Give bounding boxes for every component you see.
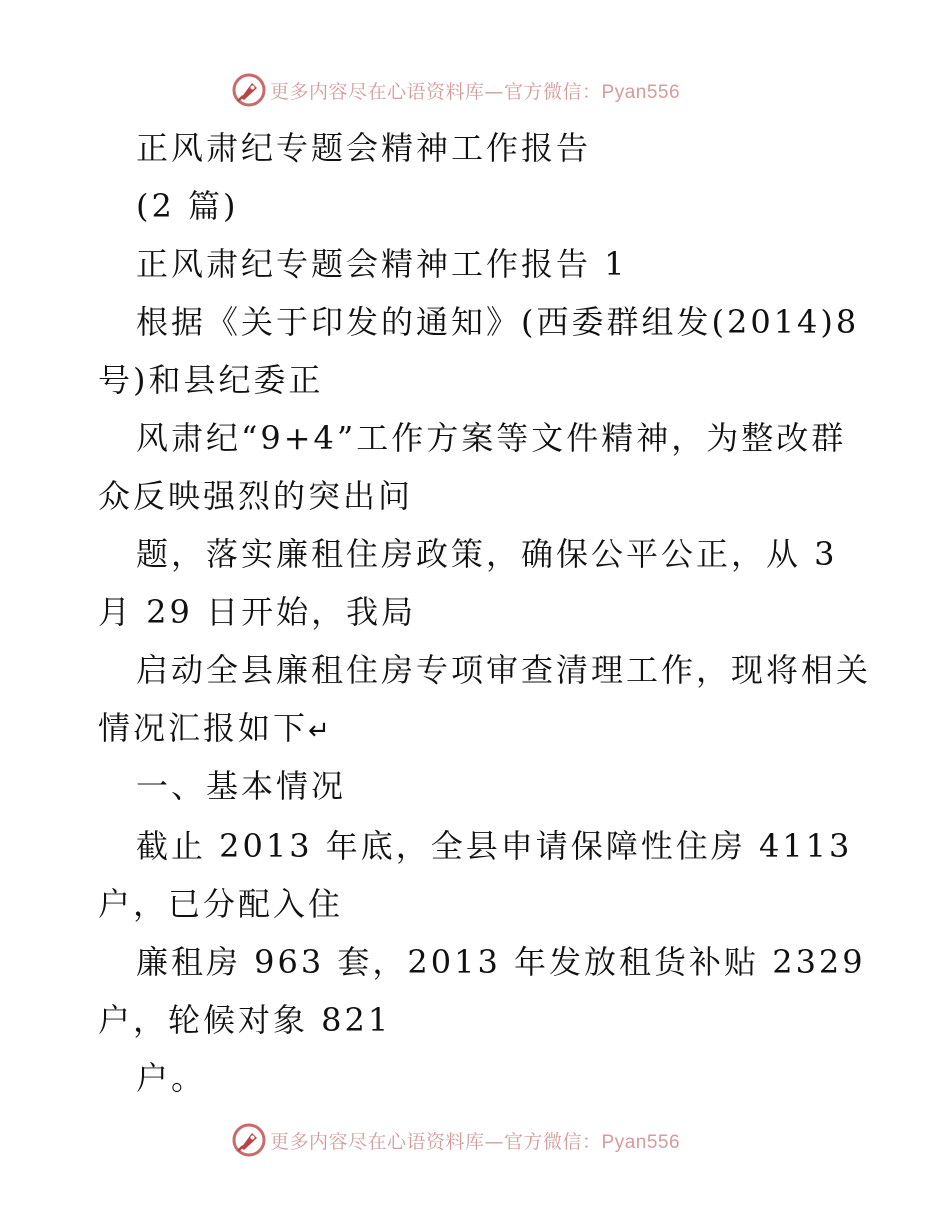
watermark-handle: Pyan556 xyxy=(601,81,681,103)
header-watermark xyxy=(232,70,752,110)
paragraph-line: 户。 xyxy=(136,1059,207,1097)
watermark-site: 更多内容尽在心语资料库 xyxy=(270,80,485,103)
paragraph-line: 截止 2013 年底，全县申请保障性住房 4113 xyxy=(136,827,853,865)
paragraph-line xyxy=(98,708,330,751)
pen-nib-logo-icon xyxy=(232,1123,266,1157)
watermark-text xyxy=(270,77,680,104)
paragraph-line: 根据《关于印发的通知》(西委群组发(2014)8 xyxy=(136,303,860,341)
paragraph-line: 廉租房 963 套，2013 年发放租货补贴 2329 xyxy=(136,943,866,981)
watermark-dash: — xyxy=(484,80,505,103)
watermark-text xyxy=(270,1127,680,1154)
paragraph-line-text: 情况汇报如下 xyxy=(98,709,309,747)
paragraph-line: 风肃纪“9+4”工作方案等文件精神，为整改群 xyxy=(136,419,847,457)
return-arrow-icon: ↵ xyxy=(308,716,330,746)
watermark-site: 更多内容尽在心语资料库 xyxy=(270,1130,485,1153)
paragraph-line: 题，落实廉租住房政策，确保公平公正，从 3 xyxy=(136,535,838,573)
pen-nib-logo-icon xyxy=(232,73,266,107)
paragraph-line: 启动全县廉租住房专项审查清理工作，现将相关 xyxy=(136,651,872,689)
footer-watermark xyxy=(232,1120,752,1160)
paragraph-line: 户，已分配入住 xyxy=(98,885,344,923)
watermark-dash: — xyxy=(484,1130,505,1153)
paragraph-line: 号)和县纪委正 xyxy=(98,361,324,399)
paragraph-line: 众反映强烈的突出问 xyxy=(98,477,414,515)
watermark-official: 官方微信： xyxy=(504,80,602,103)
document-subtitle: 正风肃纪专题会精神工作报告 1 xyxy=(136,245,628,283)
paragraph-line: 月 29 日开始，我局 xyxy=(98,593,417,631)
document-title: 正风肃纪专题会精神工作报告 xyxy=(136,129,592,167)
watermark-handle: Pyan556 xyxy=(601,1131,681,1153)
section-heading: 一、基本情况 xyxy=(136,767,347,805)
watermark-official: 官方微信： xyxy=(504,1130,602,1153)
document-count: (2 篇) xyxy=(136,187,239,225)
paragraph-line: 户，轮候对象 821 xyxy=(98,1001,392,1039)
